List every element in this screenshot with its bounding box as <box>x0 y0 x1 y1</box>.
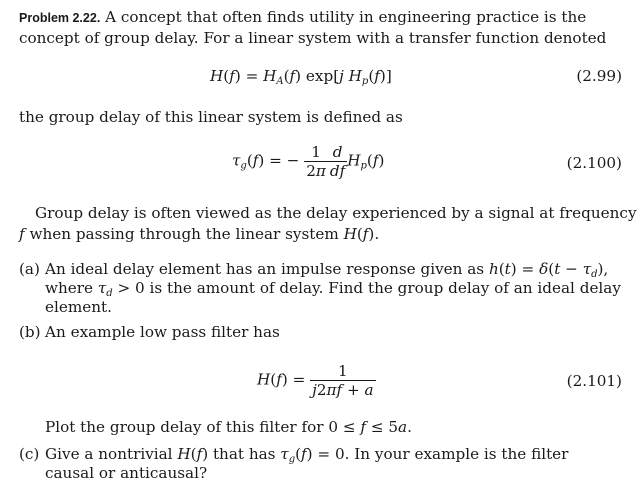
item-a-text-2b: is the amount of delay. Find the group delay of an ideal delay <box>149 279 621 297</box>
item-a-text-1: An ideal delay element has an impulse response given as <box>45 260 485 278</box>
item-c-label: (c) <box>19 445 40 463</box>
item-c-line-2: causal or anticausal? <box>45 464 208 482</box>
intro-text-1: A concept that often finds utility in engineering practice is the <box>105 8 587 26</box>
item-b-plot-text: Plot the group delay of this filter for <box>45 418 324 436</box>
item-b-label: (b) <box>19 323 41 341</box>
equation-2-99: $H(f) = H_A(f)$ exp[j $H_p(f)$] <box>210 67 392 87</box>
item-a-line-1: An ideal delay element has an impulse response given as $h(t) = \delta(t - \tau_d)$, <box>45 260 609 280</box>
para-line-1: Group delay is often viewed as the delay experienced by a signal at frequency <box>35 204 637 222</box>
problem-label: Problem 2.22. <box>19 11 101 25</box>
equation-2-101: H(f) = $\frac{1}{j2\pi f + a}$ <box>257 362 374 399</box>
item-b-plot-line: Plot the group delay of this filter for 0 ≤ f ≤ 5a. <box>45 418 412 436</box>
intro-line-2: concept of group delay. For a linear system with a transfer function denoted <box>19 29 607 47</box>
equation-number-2-99: (2.99) <box>576 67 622 85</box>
equation-2-100: $\tau_g(f)$ = − $\frac{1}{2\pi}$ $\frac{d}{df}$ $H_p(f)$ <box>232 143 385 180</box>
equation-number-2-100: (2.100) <box>566 154 622 172</box>
equation-number-2-101: (2.101) <box>566 372 622 390</box>
intro-line-1 <box>19 7 586 28</box>
para-line-2-text: when passing through the linear system <box>29 225 339 243</box>
item-a-line-2: where $\tau_d > 0$ is the amount of delay. Find the group delay of an ideal delay <box>45 279 621 299</box>
item-c-text-1c: . In your example is the filter <box>344 445 569 463</box>
item-c-text-1a: Give a nontrivial <box>45 445 173 463</box>
item-c-line-1: Give a nontrivial H(f) that has $\tau_g(f) = 0$. In your example is the filter <box>45 445 569 465</box>
item-c-text-1b: that has <box>212 445 276 463</box>
item-a-label: (a) <box>19 260 40 278</box>
item-a-text-2a: where <box>45 279 94 297</box>
item-a-line-3: element. <box>45 298 112 316</box>
defined-line: the group delay of this linear system is defined as <box>19 108 403 126</box>
para-line-2: f when passing through the linear system H(f). <box>19 225 380 243</box>
item-b-line-1: An example low pass filter has <box>45 323 280 341</box>
